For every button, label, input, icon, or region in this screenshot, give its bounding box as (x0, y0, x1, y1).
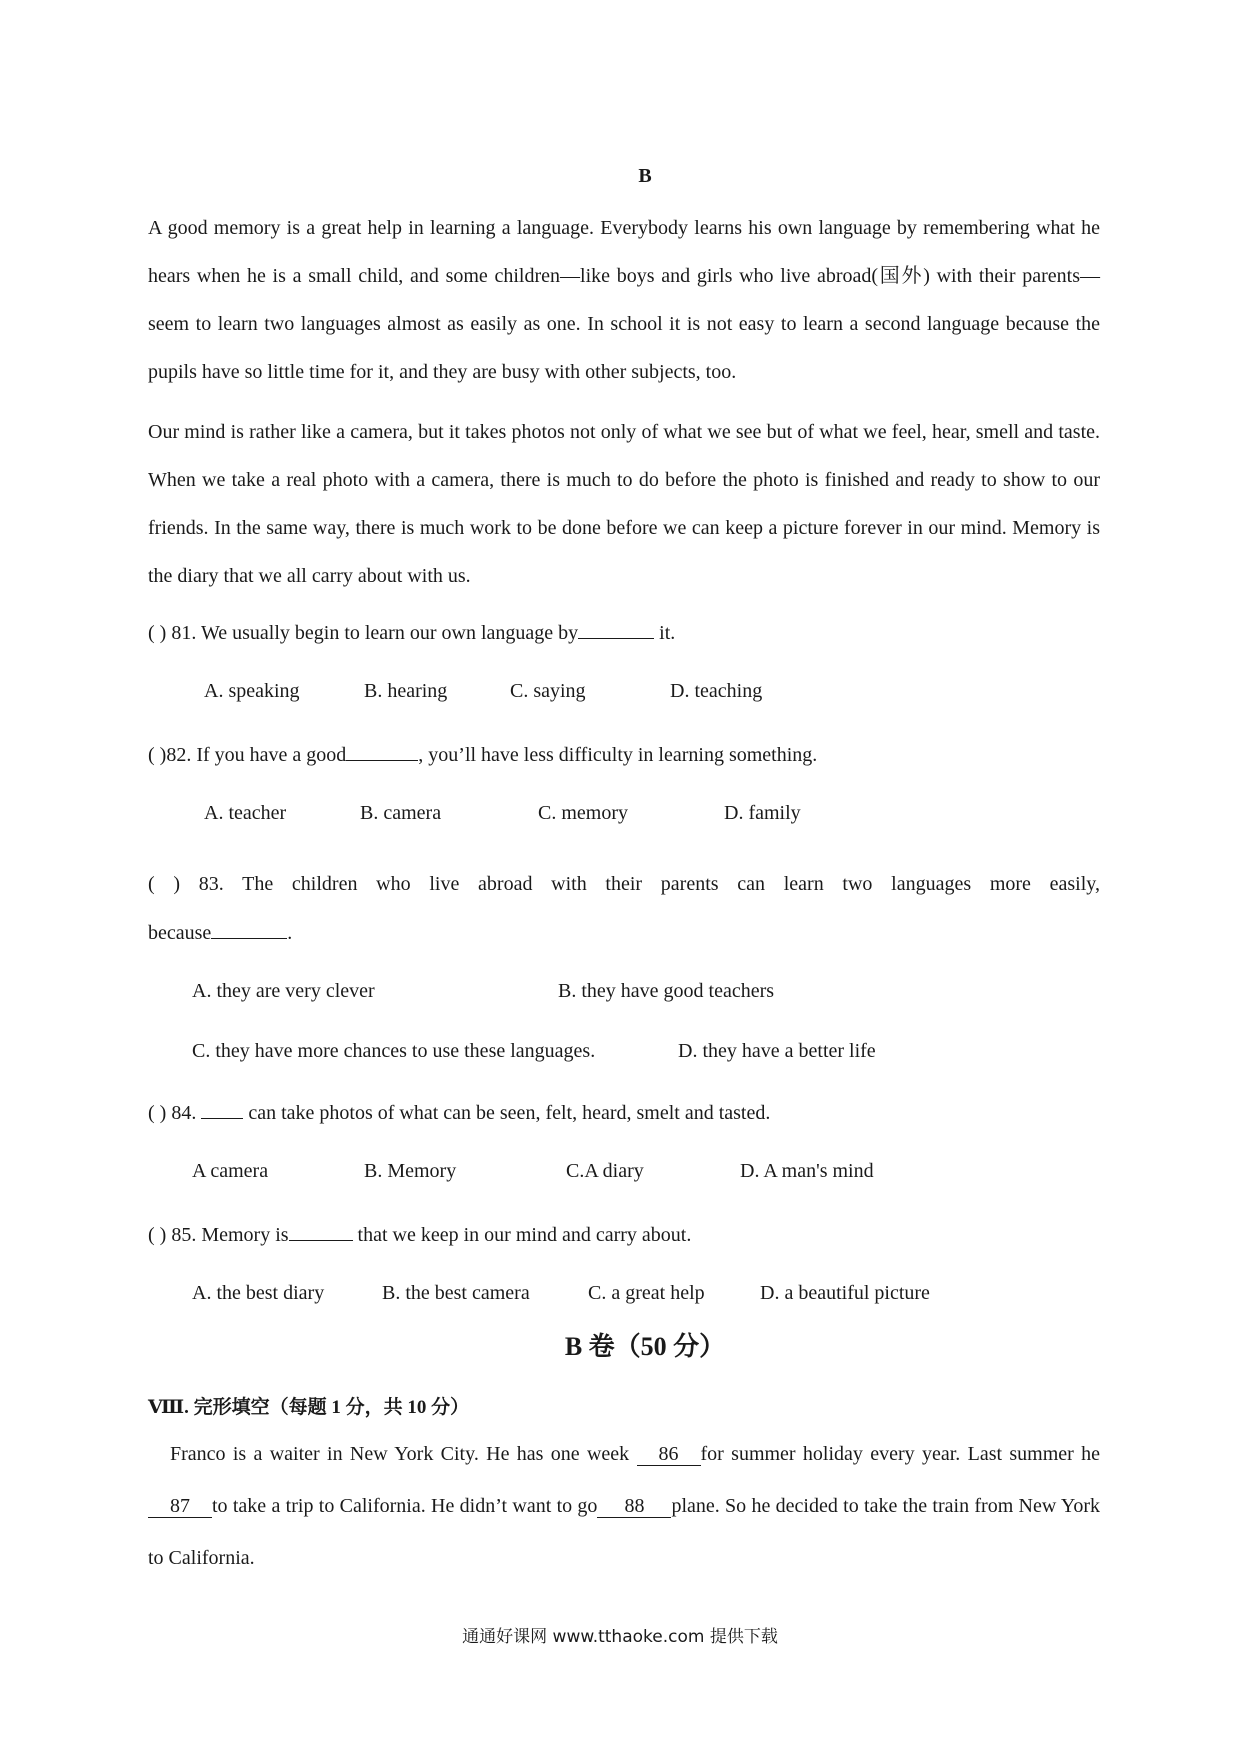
option-82-b: B. camera (360, 802, 442, 824)
question-82-stem: ( )82. If you have a good (148, 744, 347, 766)
cloze-text-3: to take a trip to California. He didn’t want to go (212, 1495, 598, 1517)
question-85-stem-end: that we keep in our mind and carry about. (352, 1224, 692, 1246)
option-85-c: C. a great help (588, 1282, 705, 1304)
option-84-c: C.A diary (566, 1160, 644, 1182)
question-85-stem: ( ) 85. Memory is (148, 1224, 289, 1246)
question-83-because: because (148, 922, 212, 944)
option-82-a: A. teacher (204, 802, 287, 824)
answer-blank (201, 1100, 243, 1119)
question-83-line-2 (148, 920, 292, 945)
cloze-blank-88: 88 (597, 1495, 671, 1518)
option-84-d: D. A man's mind (740, 1160, 874, 1182)
section-letter: B (638, 165, 652, 187)
option-83-c: C. they have more chances to use these languages. (192, 1040, 596, 1062)
option-81-b: B. hearing (364, 680, 448, 702)
cloze-text-2: for summer holiday every year. Last summer he (700, 1443, 1101, 1465)
question-84 (148, 1100, 1100, 1125)
option-85-d: D. a beautiful picture (760, 1282, 930, 1304)
cloze-text-1: Franco is a waiter in New York City. He has one week (169, 1443, 637, 1465)
question-82-stem-end: , you’ll have less difficulty in learning something. (418, 744, 818, 766)
option-81-c: C. saying (510, 680, 586, 702)
footer-watermark: 通通好课网 www.tthaoke.com 提供下载 (462, 1627, 778, 1647)
question-81-stem: ( ) 81. We usually begin to learn our own language by (148, 622, 579, 644)
answer-blank (289, 1222, 353, 1241)
question-84-stem-end: can take photos of what can be seen, felt, heard, smelt and tasted. (243, 1102, 771, 1124)
question-83-line-1: ( ) 83. The children who live abroad with their parents can learn two languages more easily, (148, 873, 1100, 895)
question-81-stem-end: it. (654, 622, 676, 644)
option-84-a: A camera (192, 1160, 269, 1182)
option-82-c: C. memory (538, 802, 628, 824)
option-84-b: B. Memory (364, 1160, 457, 1182)
question-82 (148, 742, 1100, 767)
option-82-d: D. family (724, 802, 801, 824)
cloze-passage (148, 1428, 1100, 1584)
option-81-d: D. teaching (670, 680, 763, 702)
option-83-d: D. they have a better life (678, 1040, 876, 1062)
option-85-a: A. the best diary (192, 1282, 325, 1304)
part-heading: Ⅷ. 完形填空（每题 1 分，共 10 分） (148, 1397, 470, 1418)
question-81 (148, 620, 1100, 645)
option-83-b: B. they have good teachers (558, 980, 775, 1002)
cloze-text-4: plane. So he decided to take the train from New York to California. (148, 1495, 1100, 1569)
option-81-a: A. speaking (204, 680, 300, 702)
passage-paragraph-2: Our mind is rather like a camera, but it takes photos not only of what we see but of what we feel, hear, smell and taste. When we take a real photo with a camera, there is much to do before the photo is finished and ready to show to our friends. In the same way, there is much work to be done before we can keep a picture forever in our mind. Memory is the diary that we all carry about with us. (148, 421, 1100, 587)
answer-blank (346, 742, 418, 761)
question-85 (148, 1222, 1100, 1247)
passage-paragraph-1: A good memory is a great help in learning a language. Everybody learns his own language by remembering what he hears when he is a small child, and some children—like boys and girls who live abroad(国外) with their parents—seem to learn two languages almost as easily as one. In school it is not easy to learn a second language because the pupils have so little time for it, and they are busy with other subjects, too. (148, 217, 1100, 383)
cloze-blank-87: 87 (148, 1495, 212, 1518)
question-84-stem: ( ) 84. (148, 1102, 202, 1124)
answer-blank (578, 620, 654, 639)
question-83-period: . (287, 922, 293, 944)
option-85-b: B. the best camera (382, 1282, 530, 1304)
option-83-a: A. they are very clever (192, 980, 375, 1002)
cloze-blank-86: 86 (637, 1443, 701, 1466)
section-b-title: B 卷（50 分） (564, 1332, 726, 1361)
answer-blank (211, 920, 287, 939)
